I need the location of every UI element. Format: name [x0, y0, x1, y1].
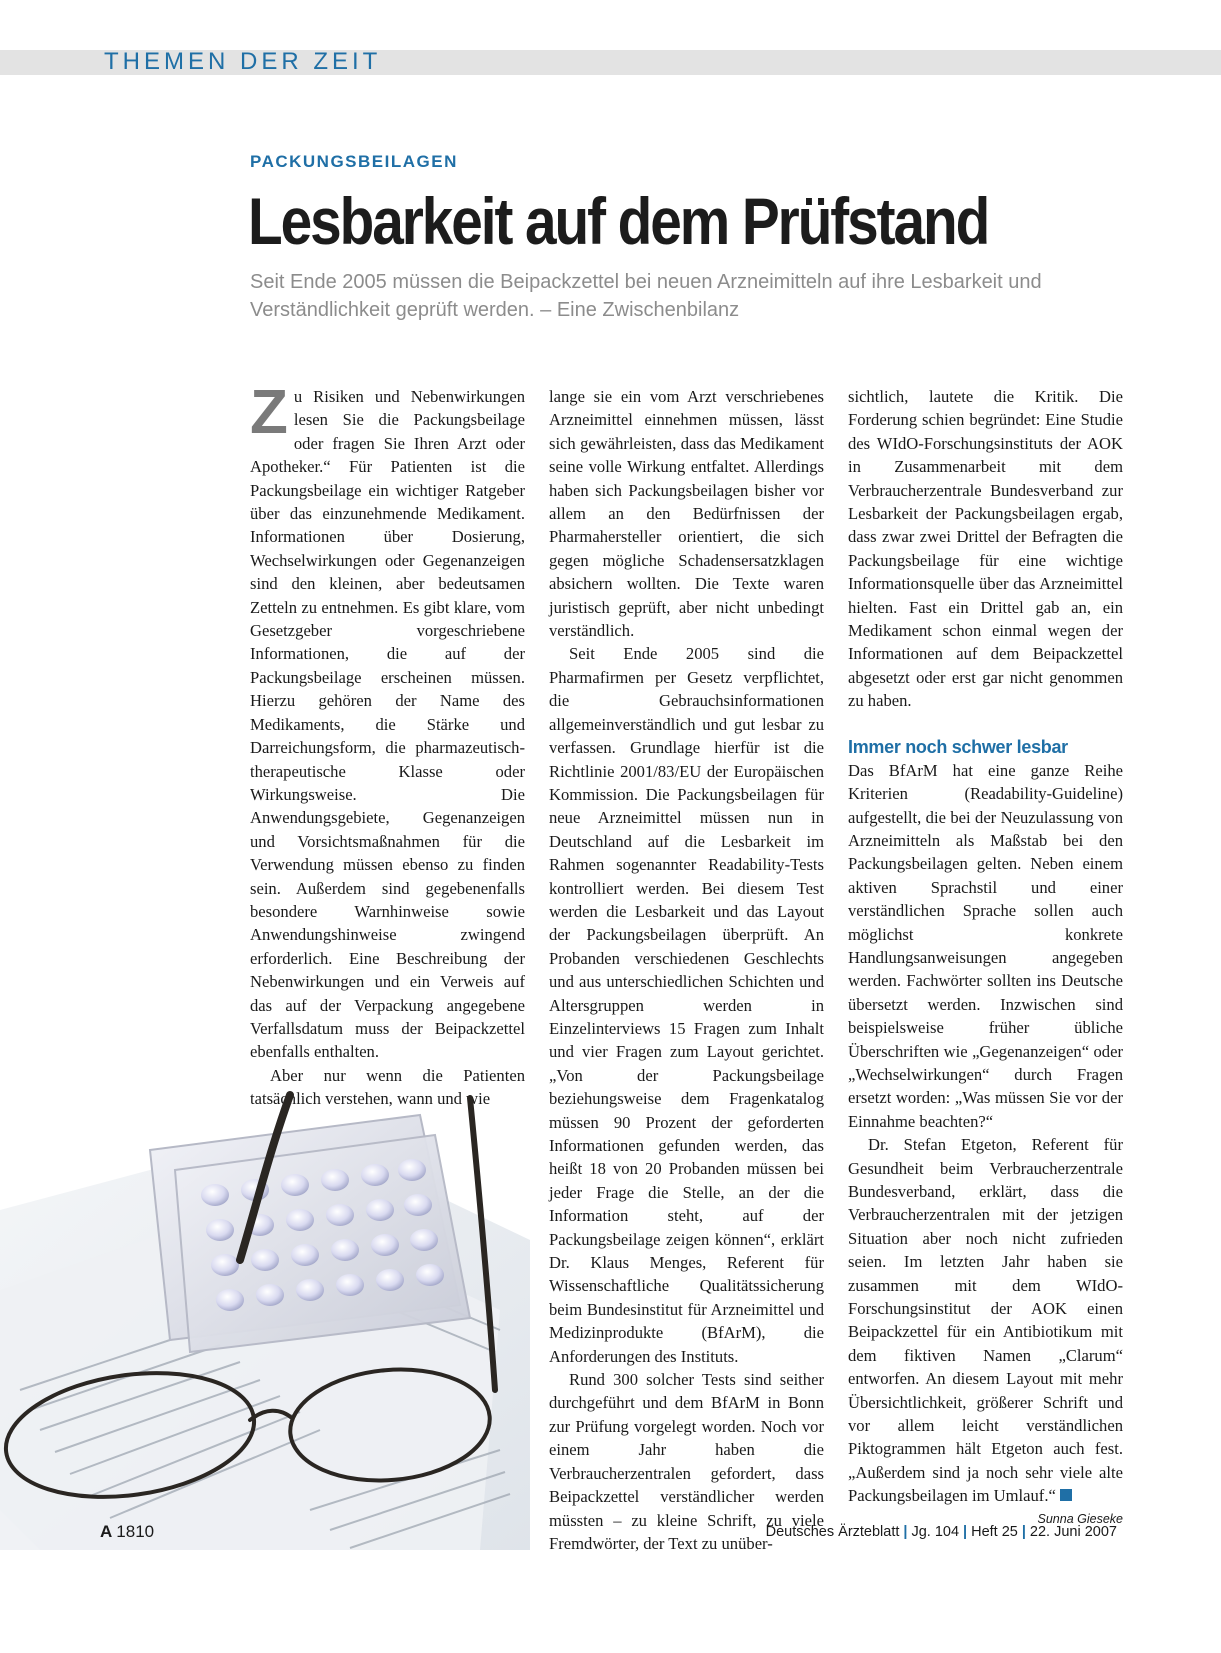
paragraph: sichtlich, lautete die Kritik. Die Forderung schien begründet: Eine Studie des WIdO-Forschungsinstituts der AOK in Zusammenarbeit mit dem Verbraucherzentrale Bundesverband zur Lesbarkeit der Packungsbeilagen ergab, dass zwar zwei Drittel der Befragten die Packungsbeilage für eine wichtige Informationsquelle über das Arzneimittel hielten. Fast ein Drittel gab an, ein Medikament schon einmal wegen der Informationen auf dem Beipackzettel abgesetzt oder erst gar nicht genommen zu haben.	[848, 387, 1123, 711]
kicker: PACKUNGSBEILAGEN	[250, 152, 458, 171]
page-number-value: 1810	[116, 1522, 155, 1541]
end-mark-icon	[1060, 1489, 1072, 1501]
paragraph: Seit Ende 2005 sind die Pharmafirmen per Gesetz verpflichtet, die Gebrauchsinformationen allgemeinverständlich und gut lesbar zu verfassen. Grundlage hierfür ist die Richtlinie 2001/83/EU der Europäischen Kommission. Die Packungsbeilagen für neue Arzneimittel müssen nun in Deutschland auf die Lesbarkeit im Rahmen sogenannter Readability-Tests kontrolliert werden. Bei diesem Test werden die Lesbarkeit und das Layout der Packungsbeilagen überprüft. An Probanden verschiedenen Geschlechts und aus unterschiedlichen Schichten und Altersgruppen werden in Einzelinterviews 15 Fragen zum Inhalt und vier Fragen zum Layout gerichtet. „Von der Packungsbeilage beziehungsweise dem Fragenkatalog müssen 90 Prozent der geforderten Informationen gefunden werden, das heißt 18 von 20 Probanden müssen bei jeder Frage die Stelle, an der die Information steht, auf der Packungsbeilage zeigen können“, erklärt Dr. Klaus Menges, Referent für Wissenschaftliche Qualitätssicherung beim Bundesinstitut für Arzneimittel und Medizinprodukte (BfArM), die Anforderungen des Instituts.	[549, 644, 824, 1366]
issue-date: 22. Juni 2007	[1029, 1524, 1117, 1540]
page-title: Lesbarkeit auf dem Prüfstand	[248, 184, 989, 258]
page-prefix: A	[100, 1522, 113, 1541]
journal-footer	[766, 1524, 1117, 1540]
subheading: Immer noch schwer lesbar	[848, 736, 1068, 757]
page-number	[100, 1522, 154, 1542]
paragraph: lange sie ein vom Arzt verschriebenes Arzneimittel einnehmen müssen, lässt sich gewährleisten, dass das Medikament seine volle Wirkung entfaltet. Allerdings haben sich Packungsbeilagen bisher vor allem an den Bedürfnissen der Pharmahersteller orientiert, die sich gegen mögliche Schadensersatzklagen absichern wollten. Die Texte waren juristisch geprüft, aber nicht unbedingt verständlich.	[549, 387, 824, 641]
article-column-3	[848, 385, 1123, 1528]
separator: |	[963, 1524, 968, 1540]
separator: |	[903, 1524, 908, 1540]
paragraph-text: Dr. Stefan Etgeton, Referent für Gesundheit beim Verbraucherzentrale Bundesverband, erklärt, dass die Verbraucherzentralen mit der jetzigen Situation aber noch nicht zufrieden seien. Im letzten Jahr haben sie zusammen mit dem WIdO-Forschungsinstitut der AOK einen Beipackzettel für ein Antibiotikum mit dem fiktiven Namen „Clarum“ entworfen. An diesem Layout mit mehr Übersichtlichkeit, größerer Schrift und vor allem leicht verständlichen Piktogrammen hält Etgeton auch fest. „Außerdem sind ja noch sehr viele alte Packungsbeilagen im Umlauf.“	[848, 1135, 1123, 1506]
paragraph	[848, 1133, 1123, 1508]
section-label: THEMEN DER ZEIT	[104, 48, 382, 75]
paragraph	[250, 378, 525, 1064]
paragraph: Aber nur wenn die Patienten tatsächlich verstehen, wann und wie	[250, 1065, 525, 1109]
deck-subtitle: Seit Ende 2005 müssen die Beipackzettel bei neuen Arzneimitteln auf ihre Lesbarkeit und Verständlichkeit geprüft werden. – Eine Zwischenbilanz	[250, 271, 1042, 321]
author-byline: Sunna Gieseke	[1037, 1511, 1123, 1526]
drop-cap: Z	[250, 378, 288, 447]
paragraph: Rund 300 solcher Tests sind seither durchgeführt und dem BfArM in Bonn zur Prüfung vorgelegt worden. Noch vor einem Jahr haben die Verbraucherzentralen gefordert, dass Beipackzettel verständlicher werden müssten – zu kleine Schrift, zu viele Fremdwörter, der Text zu unüber-	[549, 1370, 824, 1553]
issue: Heft 25	[971, 1524, 1018, 1540]
volume: Jg. 104	[911, 1524, 960, 1540]
paragraph-text: u Risiken und Nebenwirkungen lesen Sie die Packungsbeilage oder fragen Sie Ihren Arzt oder Apotheker.“ Für Patienten ist die Packungsbeilage ein wichtiger Ratgeber über das einzunehmende Medikament. Informationen über Dosierung, Wechselwirkungen oder Gegenanzeigen sind den kleinen, aber bedeutsamen Zetteln zu entnehmen. Es gibt klare, vom Gesetzgeber vorgeschriebene Informationen, die auf der Packungsbeilage erscheinen müssen. Hierzu gehören der Name des Medikaments, die Stärke und Darreichungsform, die pharmazeutisch-therapeutische Klasse oder Wirkungsweise. Die Anwendungsgebiete, Gegenanzeigen und Vorsichtsmaßnahmen für die Verwendung müssen ebenso zu finden sein. Außerdem sind gegebenenfalls besondere Warnhinweise sowie Anwendungshinweise zwingend erforderlich. Eine Beschreibung der Nebenwirkungen und ein Verweis auf das auf der Verpackung angegebene Verfallsdatum muss der Beipackzettel ebenfalls enthalten.	[250, 387, 525, 1062]
separator: |	[1021, 1524, 1026, 1540]
article-column-1	[250, 378, 525, 1111]
article-column-2	[549, 385, 824, 1555]
journal-name: Deutsches Ärzteblatt	[765, 1524, 900, 1540]
glasses-and-pills-photo	[0, 1090, 530, 1550]
paragraph: Das BfArM hat eine ganze Reihe Kriterien (Readability-Guideline) aufgestellt, die bei der Neuzulassung von Arzneimitteln als Maßstab bei den Packungsbeilagen gelten. Neben einem aktiven Sprachstil und einer verständlichen Sprache sollen auch möglichst konkrete Handlungsanweisungen angegeben werden. Fachwörter sollten ins Deutsche übersetzt werden. Inzwischen sind beispielsweise früher übliche Überschriften wie „Gegenanzeigen“ oder „Wechselwirkungen“ durch Fragen ersetzt worden: „Was müssen Sie vor der Einnahme beachten?“	[848, 760, 1123, 1131]
